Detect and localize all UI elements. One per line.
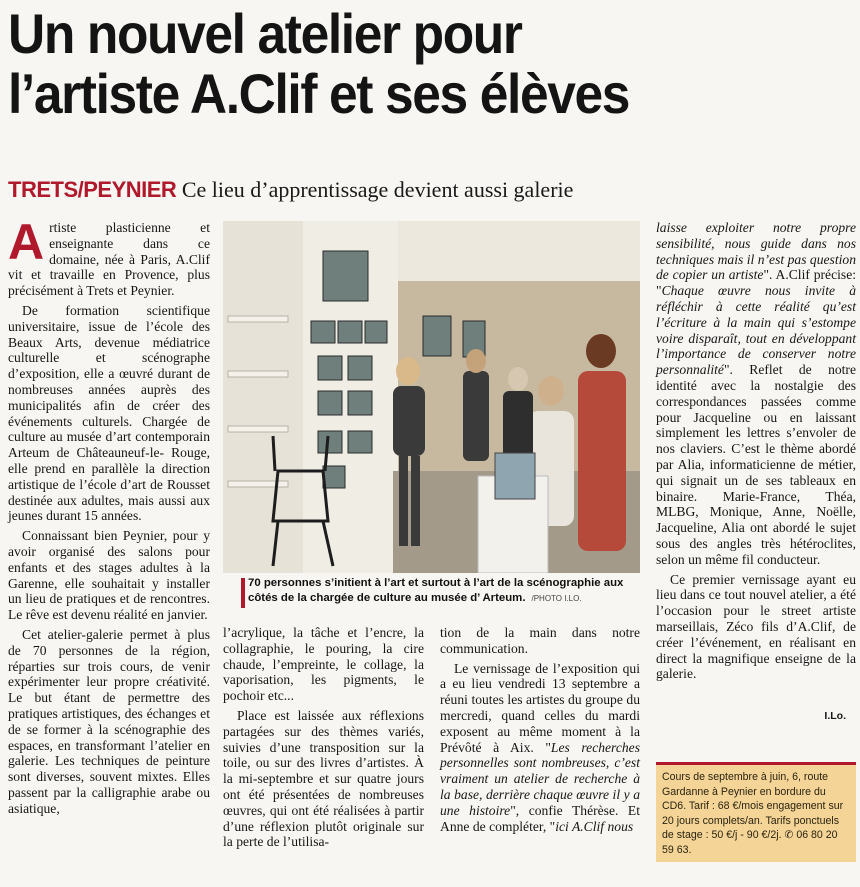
location-tag: TRETS/PEYNIER — [8, 177, 177, 202]
headline-line-2: l’artiste A.Clif et ses élèves — [8, 62, 630, 125]
quote: ici A.Clif nous — [555, 818, 634, 834]
lead-text: rtiste plasticienne et enseignante dans ce domaine, née à Paris, A.Clif vit et travaille en Provence, plus précisément à Trets et Peynier. — [8, 220, 210, 299]
quote: Les recherches personnelles sont nombreuses, c’est vraiment un atelier de recherche à la base, derrière chaque œuvre il y a une histoire — [440, 739, 640, 818]
paragraph: tion de la main dans notre communication. — [440, 625, 640, 656]
paragraph — [440, 661, 640, 835]
column-3 — [440, 625, 640, 834]
info-box — [656, 762, 856, 862]
info-text: Cours de septembre à juin, 6, route Gardanne à Peynier en bordure du CD6. Tarif : 68 €/mois engagement sur 20 jours complets/an. Tarifs ponctuels de stage : 50 €/j - 90 €/2j. ✆ 06 80 20 59 63. — [662, 771, 844, 856]
subtitle: Ce lieu d’apprentissage devient aussi galerie — [181, 177, 574, 202]
column-1 — [8, 214, 210, 816]
caption-accent-bar — [241, 578, 245, 608]
author-signature: I.Lo. — [824, 710, 846, 722]
column-4 — [656, 220, 856, 682]
text-run: ". A.Clif précise: " — [656, 267, 857, 299]
photo-caption — [248, 576, 640, 606]
paragraph: Cet atelier-galerie permet à plus de 70 personnes de la région, réparties sur trois cours, de venir expérimenter leur propre créativité. Le but étant de permettre des pratiques artistiques, des échanges et de se former à la scénographie des espaces, en transformant l’atelier en galerie. Les techniques de peinture sont diverses, souvent mixtes. Elles passent par la calligraphie arabe ou asiatique, — [8, 626, 210, 816]
paragraph: l’acrylique, la tâche et l’encre, la collagraphie, le pouring, la cire chaude, l’empreinte, le collage, la vaporisation, les pigments, le pochoir etc... — [223, 625, 424, 704]
text-run: ". Reflet de notre identité avec la nostalgie des correspondances passées comme pour Jacqueline ou en laissant simplement les lettres s’envoler de nos claviers. C’est le thème abordé par Alia, informaticienne de métier, qui signait un de ses tableaux en binaire. Marie-France, Théa, MLBG, Monique, Anne, Noëlle, Jacqueline, Alia ont abordé le sujet sous des angles très hétéroclites, selon un même fil conducteur. — [656, 362, 856, 567]
headline-line-1: Un nouvel atelier pour — [8, 2, 522, 65]
gallery-scene-image — [223, 221, 640, 573]
column-2 — [223, 625, 424, 850]
kicker — [8, 175, 848, 205]
quote: laisse exploiter notre propre sensibilité, nous guide dans nos techniques mais il n’est pas question de copier un artiste — [656, 220, 856, 283]
paragraph — [656, 220, 856, 568]
paragraph: Ce premier vernissage ayant eu lieu dans ce tout nouvel atelier, a été l’occasion pour le street artiste marseillais, Zéco fils d’A.Clif, de créer l’événement, en réalisant en direct la magnifique enseigne de la galerie. — [656, 571, 856, 682]
quote: Chaque œuvre nous invite à réfléchir à cette réalité qu’est l’écriture à la main qui s’estompe voire disparaît, tout en développant l’importance de conserver notre personnalité — [656, 283, 856, 378]
lead-paragraph — [8, 214, 210, 299]
caption-text: 70 personnes s’initient à l’art et surtout à l’art de la scénographie aux côtés de la chargée de culture au musée d’ Arteum. — [248, 577, 624, 604]
headline — [8, 4, 781, 124]
paragraph: Place est laissée aux réflexions partagées sur des thèmes variés, suivies d’une transposition sur la toile, ou sur des livres d’artistes. À la mi-septembre et sur quatre jours ont été présentées de nombreuses œuvres, qui ont été réalisées à partir d’une réflexion plutôt originale sur la perte de l’utilisa- — [223, 707, 424, 850]
paragraph: De formation scientifique universitaire, issue de l’école des Beaux Arts, devenue médiatrice culturelle et scénographe d’exposition, elle a œuvré durant de nombreuses années auprès des municipalités afin de créer des événements culturels. Chargée de culture au musée d’art contemporain Arteum de Châteauneuf-le- Rouge, elle prend en parallèle la direction artistique de l’école d’art de Rousset destinée aux adultes, mais aussi aux jeunes durant 15 années. — [8, 302, 210, 524]
paragraph: Connaissant bien Peynier, pour y avoir organisé des salons pour enfants et des stages adultes à la Garenne, elle souhaitait y installer un lieu de pratiques et de rencontres. Le rêve est devenu réalité en janvier. — [8, 528, 210, 623]
text-run: Le vernissage de l’exposition qui a eu lieu vendredi 13 septembre a réuni toutes les artistes du groupe du mercredi, quand celles du mardi exposent au même moment à la Prévôté à Aix. " — [440, 660, 640, 755]
photo-credit: /PHOTO I.LO. — [531, 594, 582, 603]
text-run: ", confie Thérèse. Et Anne de compléter, " — [440, 802, 641, 834]
article-photo — [223, 221, 640, 573]
drop-cap: A — [8, 214, 45, 270]
